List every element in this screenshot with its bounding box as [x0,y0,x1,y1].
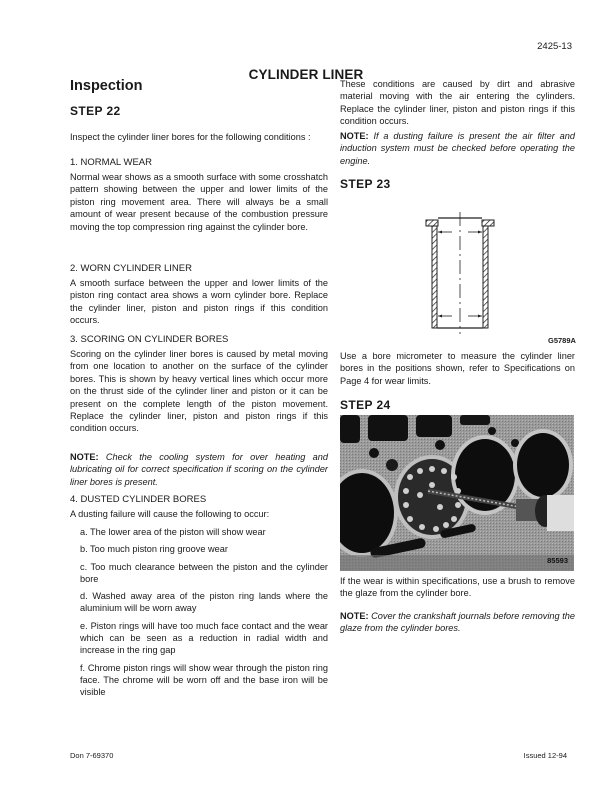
list-item: a. The lower area of the piston will show wear [80,527,266,537]
note-label: NOTE: [340,611,369,621]
cylinder-liner-diagram-icon [424,212,496,334]
cylinder-block-brush-photo [340,415,574,571]
page-number: 2425-13 [537,41,572,52]
condition-3-text: Scoring on the cylinder liner bores is caused by metal moving from one location to another on the surface of the cylinder bores. This is shown by heavy vertical lines which occur more on the thrust side of the cylinder liner and piston or it can be present on the complete length of the piston movement. Replace the cylinder liner, piston and piston rings if this condition occurs. [70,349,328,434]
step-23-text: Use a bore micrometer to measure the cylinder liner bores in the positions shown, refer to Specifications on Page 4 for wear limits. [340,351,575,386]
cylinder-block-photo-icon [340,415,574,571]
list-item: e. Piston rings will have too much face contact and the wear which can be seen as a reduction in radial width and increase in the ring gap [80,620,328,656]
list-item: f. Chrome piston rings will show wear through the piston ring face. The chrome will be worn off and the base iron will be visible [80,662,328,698]
condition-1-text: Normal wear shows as a smooth surface with some crosshatch pattern showing between the upper and lower limits of the piston ring movement area. There will always be a small amount of wear present because of the combustion pressure moving the top compression ring against the cylinder bore. [70,172,328,232]
note-text: Cover the crankshaft journals before removing the glaze from the cylinder bores. [340,611,575,634]
step-23-label: STEP 23 [340,177,391,191]
photo-id: 85593 [547,556,568,565]
section-heading: Inspection [70,78,143,94]
note-air-filter [340,130,575,167]
condition-2-heading: 2. WORN CYLINDER LINER [70,263,192,274]
condition-4-heading: 4. DUSTED CYLINDER BORES [70,494,207,505]
figure-id: G5789A [548,336,576,345]
note-text: If a dusting failure is present the air filter and induction system must be checked before operating the engine. [340,131,575,166]
condition-3-heading: 3. SCORING ON CYLINDER BORES [70,334,229,345]
footer-issue-date: Issued 12-94 [523,751,567,760]
note-label: NOTE: [340,131,369,141]
step-24-text: If the wear is within specifications, use a brush to remove the glaze from the cylinder bore. [340,576,575,599]
condition-4-text: A dusting failure will cause the following to occur: [70,509,270,519]
dusting-cause-text: These conditions are caused by dirt and abrasive material moving with the air entering the cylinders. Replace the cylinder liner, piston and piston rings if this condition occurs. [340,79,575,127]
list-item: d. Washed away area of the piston ring lands where the aluminium will be worn away [80,591,328,614]
page-title: CYLINDER LINER [248,67,364,82]
list-item: c. Too much clearance between the piston and the cylinder bore [80,561,328,584]
dusting-effects-list [70,526,328,704]
condition-2-text: A smooth surface between the upper and lower limits of the piston ring contact area shows a worn cylinder bore. Replace the cylinder liner, piston and piston rings if this condition occurs. [70,278,328,326]
footer-doc-number: Don 7-69370 [70,751,114,760]
note-label: NOTE: [70,452,99,462]
note-crankshaft [340,610,575,635]
step-24-label: STEP 24 [340,398,391,412]
note-cooling-system [70,451,328,488]
condition-1-heading: 1. NORMAL WEAR [70,157,152,168]
step-22-label: STEP 22 [70,104,121,118]
note-text: Check the cooling system for over heating and lubricating oil for correct specification if scoring on the cylinder liner bores is present. [70,452,328,487]
step-22-intro: Inspect the cylinder liner bores for the following conditions : [70,132,311,142]
list-item: b. Too much piston ring groove wear [80,544,228,555]
